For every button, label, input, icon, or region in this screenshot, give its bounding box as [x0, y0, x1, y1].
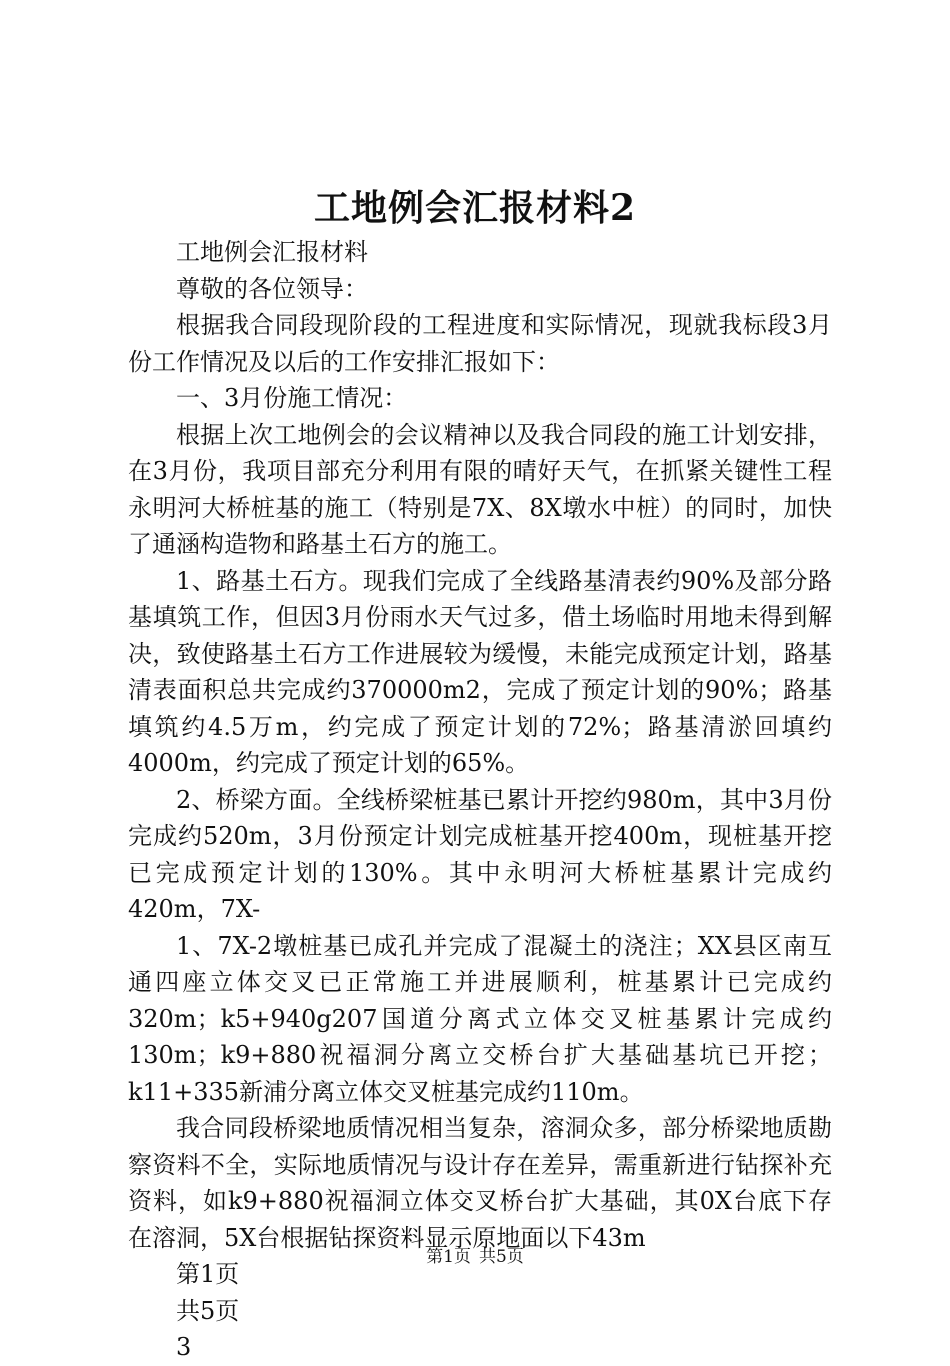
page-title: 工地例会汇报材料2: [313, 187, 637, 229]
paragraph: 工地例会汇报材料: [176, 238, 368, 266]
paragraph: 我合同段桥梁地质情况相当复杂，溶洞众多，部分桥梁地质勘察资料不全，实际地质情况与设计存在差异，需重新进行钻探补充资料，如k9+880祝福洞立体交叉桥台扩大基础，其0X台底下存在溶洞，5X台根据钻探资料显示原地面以下43m: [128, 1114, 832, 1252]
paragraph: 3: [176, 1333, 192, 1361]
page-footer: [0, 1242, 950, 1267]
paragraph: 共5页: [176, 1296, 240, 1325]
page-number: 第1页: [426, 1247, 471, 1267]
paragraph: 2、桥梁方面。全线桥梁桩基已累计开挖约980m，其中3月份完成约520m，3月份预定计划完成桩基开挖400m，现桩基开挖已完成预定计划的130%。其中永明河大桥桩基累计完成约420m，7X-: [128, 785, 832, 923]
paragraph: 根据我合同段现阶段的工程进度和实际情况，现就我标段3月份工作情况及以后的工作安排汇报如下：: [128, 311, 832, 376]
document-body: [128, 234, 832, 1366]
paragraph: 第1页: [176, 1260, 240, 1288]
paragraph: 尊敬的各位领导：: [176, 274, 368, 303]
page-total: 共5页: [479, 1247, 524, 1267]
paragraph: 1、路基土石方。现我们完成了全线路基清表约90%及部分路基填筑工作，但因3月份雨水天气过多，借土场临时用地未得到解决，致使路基土石方工作进展较为缓慢，未能完成预定计划，路基清表面积总共完成约370000m2，完成了预定计划的90%；路基填筑约4.5万m，约完成了预定计划的72%；路基清淤回填约4000m，约完成了预定计划的65%。: [128, 566, 832, 777]
paragraph: 一、3月份施工情况：: [176, 384, 408, 412]
paragraph: 1、7X-2墩桩基已成孔并完成了混凝土的浇注；XX县区南互通四座立体交叉已正常施工并进展顺利，桩基累计已完成约320m；k5+940g207国道分离式立体交叉桩基累计完成约130m；k9+880祝福洞分离立交桥台扩大基础基坑已开挖；k11+335新浦分离立体交叉桩基完成约110m。: [128, 931, 832, 1106]
paragraph: 根据上次工地例会的会议精神以及我合同段的施工计划安排，在3月份，我项目部充分利用有限的晴好天气，在抓紧关键性工程永明河大桥桩基的施工（特别是7X、8X墩水中桩）的同时，加快了通涵构造物和路基土石方的施工。: [128, 420, 832, 558]
